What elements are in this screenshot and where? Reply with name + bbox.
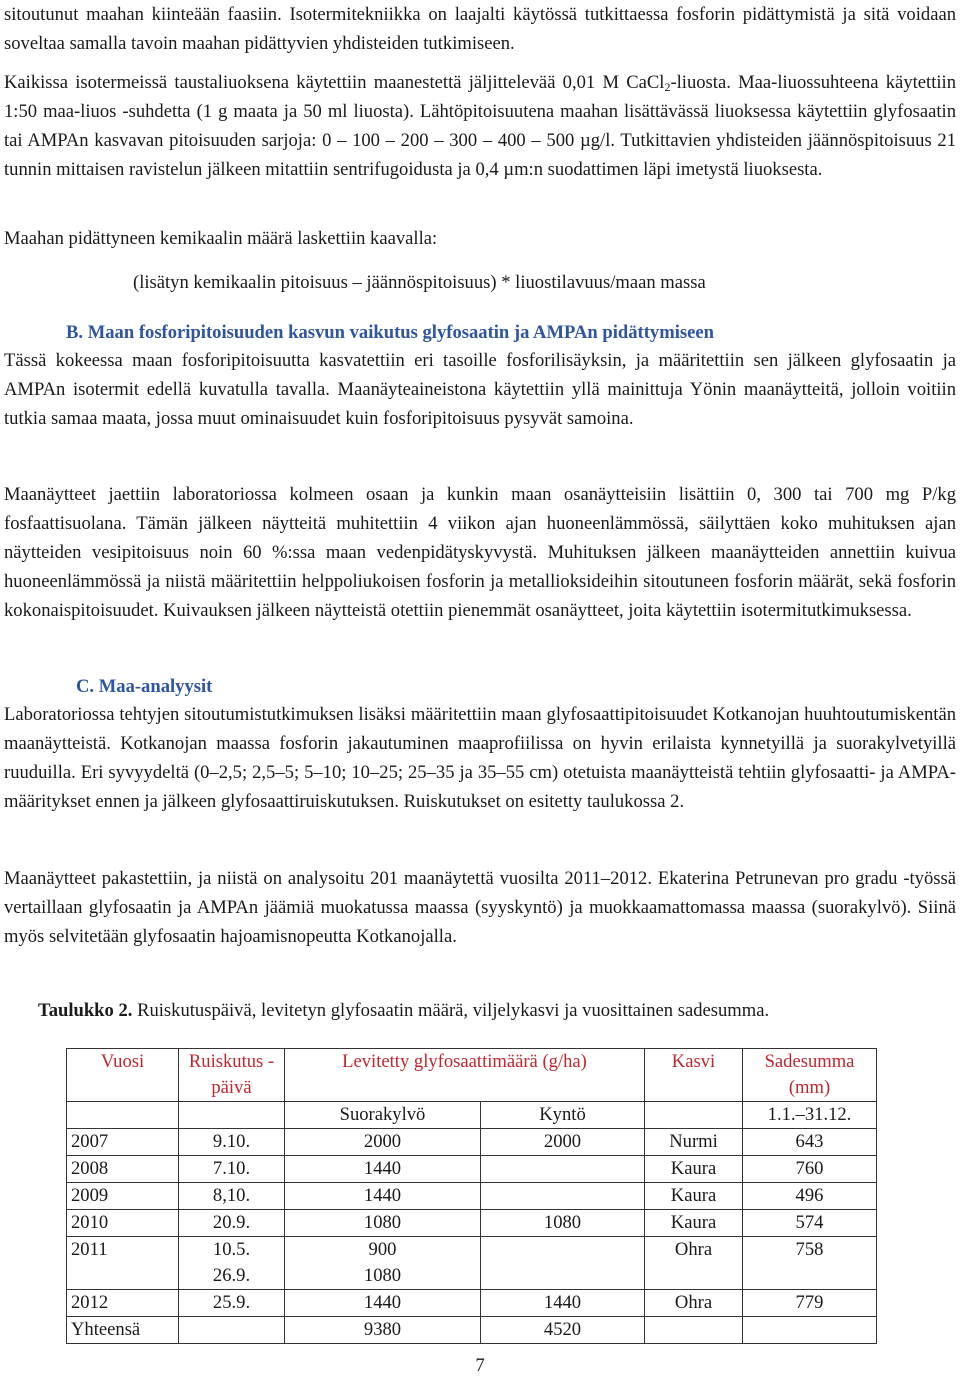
- cell-year: 2011: [67, 1237, 179, 1290]
- cell-suorakylvo: 9380: [285, 1317, 481, 1344]
- cell-date: [179, 1317, 285, 1344]
- subheader-kynto: Kyntö: [481, 1102, 645, 1129]
- paragraph-text-part: Kaikissa isotermeissä taustaliuoksena käytettiin maanestettä jäljittelevää 0,01 M CaCl: [4, 72, 665, 93]
- spray-table: [66, 1048, 877, 1344]
- table-header-row: [67, 1049, 877, 1102]
- cell-date: 25.9.: [179, 1290, 285, 1317]
- table-subheader-row: [67, 1102, 877, 1129]
- cell-suorakylvo: 900 1080: [285, 1237, 481, 1290]
- header-levitetty: Levitetty glyfosaattimäärä (g/ha): [285, 1049, 645, 1102]
- cell-date: 8,10.: [179, 1183, 285, 1210]
- subheader-suorakylvo: Suorakylvö: [285, 1102, 481, 1129]
- paragraph-text-part: -liuosta. Maa-liuossuhteena käytettiin 1:50 maa-liuos -suhdetta (1 g maata ja 50 ml liuosta). Lähtöpitoisuutena maahan lisättävässä liuoksessa käytettiin glyfosaatin tai AMPAn kasvavan pitoisuuden sarjoja: 0 – 100 – 200 – 300 – 400 – 500 µg/l. Tutkittavien yhdisteiden jäännöspitoisuus 21 tunnin mittaisen ravistelun jälkeen mitattiin sentrifugoidusta ja 0,4 µm:n suodattimen läpi imetystä liuoksesta.: [4, 72, 956, 180]
- cell-rain: 574: [743, 1210, 877, 1237]
- paragraph-sample-preparation: Maanäytteet jaettiin laboratoriossa kolmeen osaan ja kunkin maan osanäytteisiin lisättiin 0, 300 tai 700 mg P/kg fosfaattisuolana. Tämän jälkeen näytteitä muhitettiin 4 viikon ajan huoneenlämmössä, säilyttäen koko muhituksen ajan näytteiden vesipitoisuus noin 60 %:ssa maan vedenpidätyskyvystä. Muhituksen jälkeen maanäytteiden annettiin kuivua huoneenlämmössä ja niistä määritettiin helppoliukoisen fosforin ja metallioksideihin sitoutuneen fosforin määrät, sekä fosforin kokonaispitoisuudet. Kuivauksen jälkeen näytteistä otettiin pienemmät osanäytteet, joita käytettiin isotermitutkimuksessa.: [4, 484, 956, 621]
- table-row: [67, 1129, 877, 1156]
- subheader-empty: [67, 1102, 179, 1129]
- cell-kynto: 2000: [481, 1129, 645, 1156]
- cell-rain: 758: [743, 1237, 877, 1290]
- cell-suorakylvo: 2000: [285, 1129, 481, 1156]
- header-vuosi: Vuosi: [67, 1049, 179, 1102]
- cell-year: 2007: [67, 1129, 179, 1156]
- cell-kynto: 1080: [481, 1210, 645, 1237]
- table-caption-label: Taulukko 2.: [38, 1000, 133, 1021]
- subheader-empty: [645, 1102, 743, 1129]
- paragraph-isotherm-method: [4, 68, 956, 184]
- subheader-empty: [179, 1102, 285, 1129]
- cell-crop: Ohra: [645, 1237, 743, 1290]
- table-row: [67, 1156, 877, 1183]
- cell-suorakylvo: 1440: [285, 1156, 481, 1183]
- cell-crop: Ohra: [645, 1290, 743, 1317]
- cell-year: 2009: [67, 1183, 179, 1210]
- cell-crop: Kaura: [645, 1156, 743, 1183]
- cell-crop: Kaura: [645, 1183, 743, 1210]
- table-caption: [38, 1000, 769, 1022]
- cell-date: 10.5. 26.9.: [179, 1237, 285, 1290]
- cell-date: 7.10.: [179, 1156, 285, 1183]
- table-row: [67, 1290, 877, 1317]
- subscript: 2: [664, 80, 671, 94]
- cell-year: 2010: [67, 1210, 179, 1237]
- cell-kynto: [481, 1237, 645, 1290]
- cell-rain: 760: [743, 1156, 877, 1183]
- cell-kynto: 4520: [481, 1317, 645, 1344]
- formula: (lisätyn kemikaalin pitoisuus – jäännöspitoisuus) * liuostilavuus/maan massa: [133, 272, 706, 293]
- cell-date: 9.10.: [179, 1129, 285, 1156]
- table-row: [67, 1237, 877, 1290]
- cell-year: Yhteensä: [67, 1317, 179, 1344]
- table-body: [67, 1129, 877, 1344]
- cell-rain: [743, 1317, 877, 1344]
- cell-kynto: [481, 1156, 645, 1183]
- paragraph-phosphorus-experiment: Tässä kokeessa maan fosforipitoisuutta kasvatettiin eri tasoille fosforilisäyksin, ja määritettiin sen jälkeen glyfosaatin ja AMPAn isotermit edellä kuvatulla tavalla. Maanäyteaineistona käytettiin yllä mainittuja Yönin maanäytteitä, jolloin voitiin tutkia samaa maata, jossa muut ominaisuudet kuin fosforipitoisuus pysyvät samoina.: [4, 350, 956, 429]
- cell-date: 20.9.: [179, 1210, 285, 1237]
- cell-crop: Nurmi: [645, 1129, 743, 1156]
- cell-suorakylvo: 1080: [285, 1210, 481, 1237]
- cell-suorakylvo: 1440: [285, 1290, 481, 1317]
- table-row: [67, 1317, 877, 1344]
- cell-suorakylvo: 1440: [285, 1183, 481, 1210]
- paragraph-sample-storage: Maanäytteet pakastettiin, ja niistä on analysoitu 201 maanäytettä vuosilta 2011–2012. Ekaterina Petrunevan pro gradu -työssä vertaillaan glyfosaatin ja AMPAn jäämiä muokatussa maassa (syyskyntö) ja muokkaamattomassa maassa (suorakylvö). Siinä myös selvitetään glyfosaatin hajoamisnopeutta Kotkanojalla.: [4, 868, 956, 947]
- section-heading-c: C. Maa-analyysit: [76, 676, 213, 697]
- header-sadesumma: Sadesumma (mm): [743, 1049, 877, 1102]
- cell-rain: 496: [743, 1183, 877, 1210]
- table-row: [67, 1210, 877, 1237]
- cell-rain: 643: [743, 1129, 877, 1156]
- subheader-period: 1.1.–31.12.: [743, 1102, 877, 1129]
- paragraph-formula-intro: Maahan pidättyneen kemikaalin määrä laskettiin kaavalla:: [4, 228, 438, 249]
- header-ruiskutus: Ruiskutus -päivä: [179, 1049, 285, 1102]
- cell-crop: [645, 1317, 743, 1344]
- cell-year: 2008: [67, 1156, 179, 1183]
- cell-crop: Kaura: [645, 1210, 743, 1237]
- cell-kynto: [481, 1183, 645, 1210]
- section-heading-b: B. Maan fosforipitoisuuden kasvun vaikutus glyfosaatin ja AMPAn pidättymiseen: [66, 322, 714, 343]
- table-caption-text: Ruiskutuspäivä, levitetyn glyfosaatin määrä, viljelykasvi ja vuosittainen sadesumma.: [132, 1000, 770, 1021]
- cell-year: 2012: [67, 1290, 179, 1317]
- cell-kynto: 1440: [481, 1290, 645, 1317]
- header-kasvi: Kasvi: [645, 1049, 743, 1102]
- page-number: 7: [475, 1355, 485, 1376]
- paragraph-intro: sitoutunut maahan kiinteään faasiin. Isotermitekniikka on laajalti käytössä tutkittaessa fosforin pidättymistä ja sitä voidaan soveltaa samalla tavoin maahan pidättyvien yhdisteiden tutkimiseen.: [4, 4, 956, 54]
- cell-rain: 779: [743, 1290, 877, 1317]
- paragraph-soil-analyses: Laboratoriossa tehtyjen sitoutumistutkimuksen lisäksi määritettiin maan glyfosaattipitoisuudet Kotkanojan huuhtoutumiskentän maanäytteistä. Kotkanojan maassa fosforin jakautuminen maaprofiilissa on hyvin erilaista kynnetyillä ja suorakylvetyillä ruuduilla. Eri syvyydeltä (0–2,5; 2,5–5; 5–10; 10–25; 25–35 ja 35–55 cm) otetuista maanäytteistä tehtiin glyfosaatti- ja AMPA-määritykset ennen ja jälkeen glyfosaattiruiskutuksen. Ruiskutukset on esitetty taulukossa 2.: [4, 704, 956, 812]
- table-row: [67, 1183, 877, 1210]
